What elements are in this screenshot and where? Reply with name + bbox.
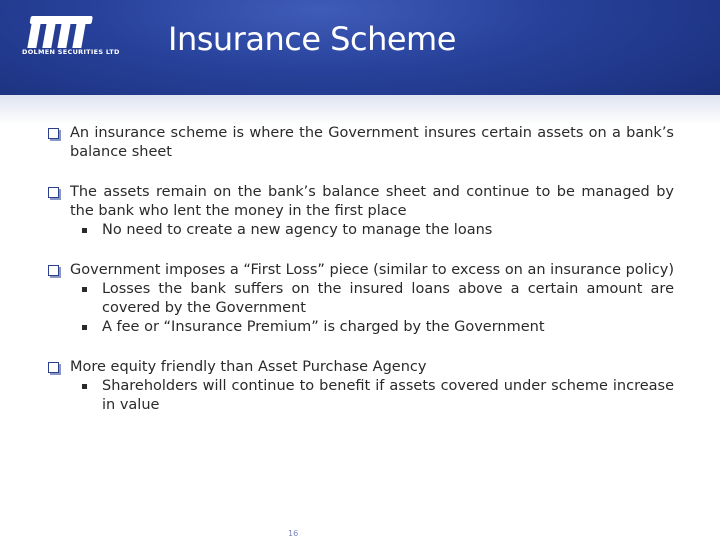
bullet-text: The assets remain on the bank’s balance sheet and continue to be managed by the bank who lent the money in the first place: [70, 184, 674, 219]
bullet-item: [48, 358, 674, 377]
sub-bullet-item: [48, 377, 674, 415]
logo-text: DOLMEN SECURITIES LTD: [22, 48, 120, 56]
sub-bullet-text: A fee or “Insurance Premium” is charged by the Government: [102, 319, 545, 335]
bullet-item: [48, 183, 674, 221]
bullet-box-icon: [48, 362, 59, 373]
square-bullet-icon: [82, 287, 87, 292]
bullet-text: Government imposes a “First Loss” piece (similar to excess on an insurance policy): [70, 262, 675, 278]
bullet-box-icon: [48, 265, 59, 276]
square-bullet-icon: [82, 325, 87, 330]
sub-bullet-text: Shareholders will continue to benefit if assets covered under scheme increase in value: [102, 378, 674, 413]
dolmen-logo-icon: [20, 10, 160, 70]
sub-bullet-item: [48, 280, 674, 318]
sub-bullet-item: [48, 221, 674, 240]
page-number: 16: [288, 529, 299, 538]
sub-bullet-item: [48, 318, 674, 337]
square-bullet-icon: [82, 228, 87, 233]
bullet-box-icon: [48, 128, 59, 139]
slide-title: Insurance Scheme: [168, 20, 456, 58]
sub-bullet-text: No need to create a new agency to manage the loans: [102, 222, 493, 238]
bullet-item: [48, 261, 674, 280]
bullet-box-icon: [48, 187, 59, 198]
bullet-text: An insurance scheme is where the Government insures certain assets on a bank’s balance sheet: [70, 125, 674, 160]
sub-bullet-text: Losses the bank suffers on the insured loans above a certain amount are covered by the Government: [102, 281, 674, 316]
bullet-item: [48, 124, 674, 162]
square-bullet-icon: [82, 384, 87, 389]
bullet-list: [48, 124, 674, 415]
bullet-text: More equity friendly than Asset Purchase Agency: [70, 359, 427, 375]
header-fade: [0, 95, 720, 125]
